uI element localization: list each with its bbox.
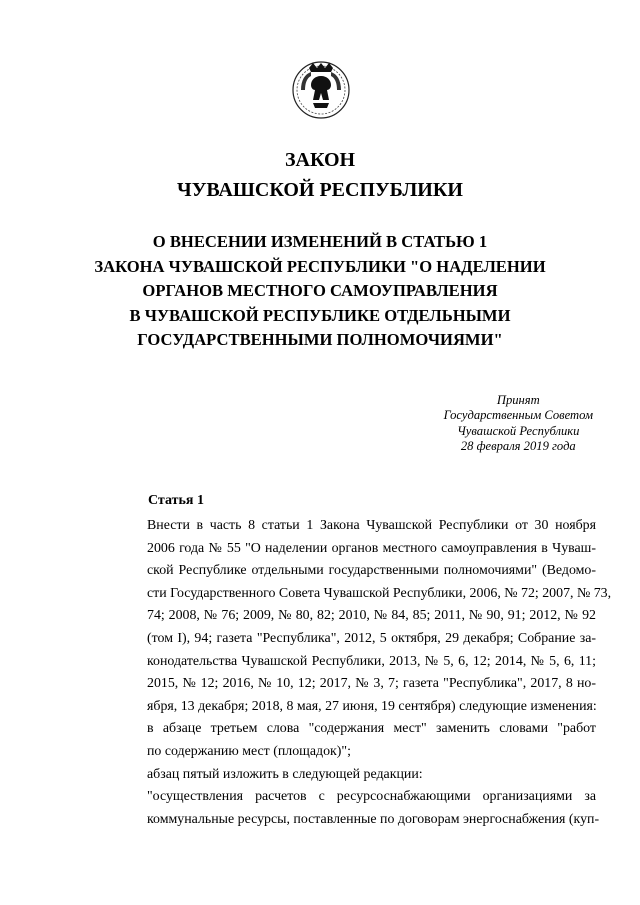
law-title-republic: ЧУВАШСКОЙ РЕСПУБЛИКИ: [177, 179, 463, 201]
text-line: коммунальные ресурсы, поставленные по договорам энергоснабжения (куп-: [147, 811, 600, 827]
text-line: ской Республике отдельными государственными полномочиями" (Ведомо-: [147, 563, 596, 579]
adoption-note: [444, 393, 593, 454]
text-line: абзац пятый изложить в следующей редакции:: [147, 766, 423, 782]
adoption-line: Государственным Советом: [443, 408, 593, 423]
text-line: по содержанию мест (площадок)";: [147, 743, 351, 759]
paragraph: [110, 515, 612, 718]
subtitle-line: В ЧУВАШСКОЙ РЕСПУБЛИКЕ ОТДЕЛЬНЫМИ: [129, 305, 511, 325]
subtitle-line: ОРГАНОВ МЕСТНОГО САМОУПРАВЛЕНИЯ: [142, 281, 498, 300]
text-line: (том I), 94; газета "Республика", 2012, 5 октября, 29 декабря; Собрание за-: [147, 630, 596, 646]
adoption-date: 28 февраля 2019 года: [460, 438, 576, 453]
text-line: сти Государственного Совета Чувашской Республики, 2006, № 72; 2007, № 73,: [147, 585, 612, 601]
subtitle-line: ЗАКОНА ЧУВАШСКОЙ РЕСПУБЛИКИ "О НАДЕЛЕНИИ: [94, 256, 546, 276]
adoption-line: Чувашской Республики: [457, 423, 580, 438]
law-title: ЗАКОН: [284, 149, 356, 171]
paragraph: [110, 764, 596, 787]
subtitle-line: О ВНЕСЕНИИ ИЗМЕНЕНИЙ В СТАТЬЮ 1: [152, 232, 488, 251]
text-line: 2006 года № 55 "О наделении органов местного самоуправления в Чуваш-: [147, 540, 596, 556]
article-heading: Статья 1: [148, 493, 204, 508]
text-line: 2015, № 12; 2016, № 10, 12; 2017, № 3, 7; газета "Республика", 2017, 8 но-: [147, 676, 596, 692]
text-line: 74; 2008, № 76; 2009, № 80, 82; 2010, № 84, 85; 2011, № 90, 91; 2012, № 92: [147, 608, 596, 624]
adoption-line: Принят: [496, 393, 540, 407]
emblem-icon: [291, 60, 351, 120]
text-line: конодательства Чувашской Республики, 2013, № 5, 6, 12; 2014, № 5, 6, 11;: [147, 653, 596, 669]
text-line: Внести в часть 8 статьи 1 Закона Чувашской Республики от 30 ноября: [147, 518, 596, 533]
text-line: ября, 13 декабря; 2018, 8 мая, 27 июня, 19 сентября) следующие изменения:: [147, 698, 597, 714]
paragraph: [110, 786, 600, 831]
paragraph: [110, 718, 596, 763]
subtitle-line: ГОСУДАРСТВЕННЫМИ ПОЛНОМОЧИЯМИ": [137, 330, 503, 349]
law-subtitle: [0, 230, 640, 353]
text-line: в абзаце третьем слова "содержания мест" заменить словами "работ: [147, 721, 596, 737]
text-line: "осуществления расчетов с ресурсоснабжающими организациями за: [147, 789, 596, 805]
article-body: [110, 515, 612, 831]
